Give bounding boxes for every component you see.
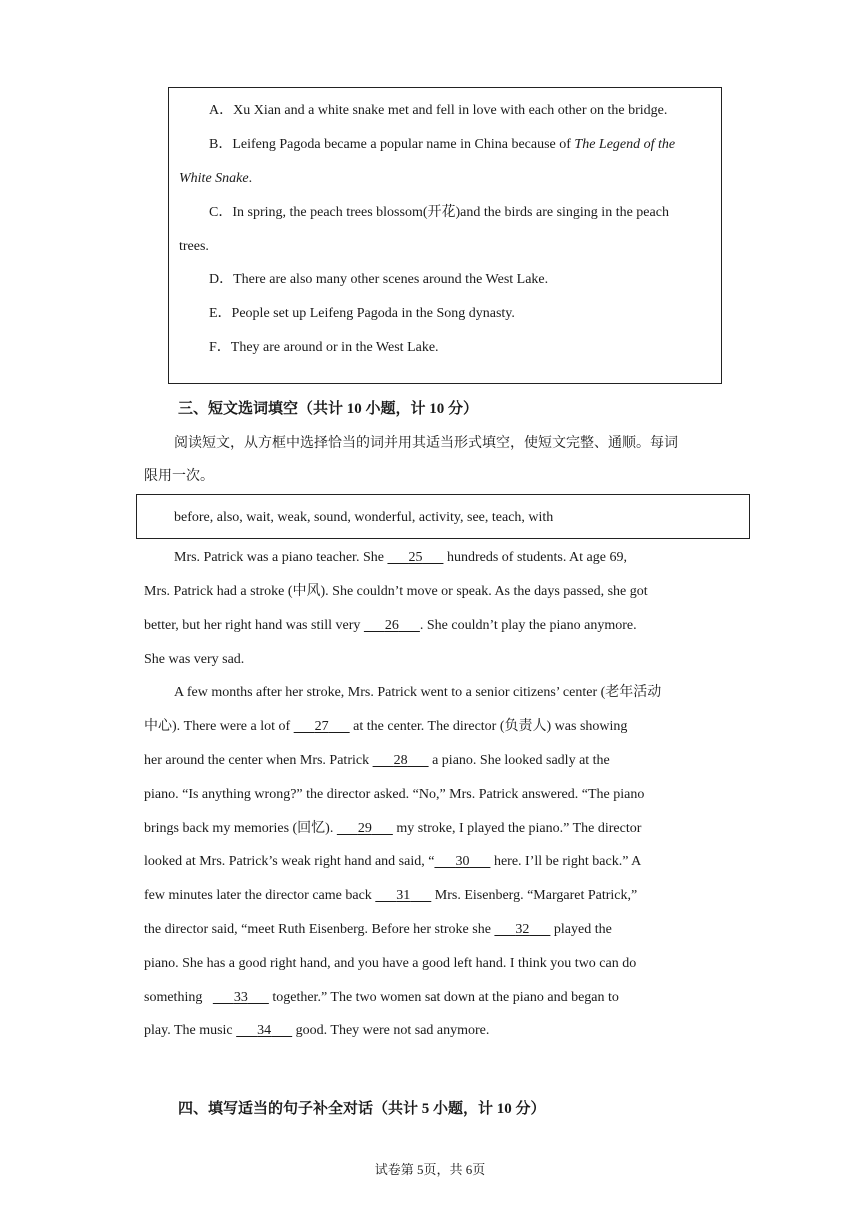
passage-line: piano. She has a good right hand, and you have a good left hand. I think you two can do — [144, 956, 637, 971]
passage-line: piano. “Is anything wrong?” the director asked. “No,” Mrs. Patrick answered. “The piano — [144, 787, 645, 802]
section4-heading: 四、填写适当的句子补全对话（共计 5 小题，计 10 分） — [178, 1101, 546, 1117]
blank-34[interactable]: 34 — [257, 1023, 272, 1038]
passage-text: a piano. She looked sadly at the — [428, 753, 610, 768]
option-b — [209, 135, 675, 155]
option-c-cont: trees. — [179, 239, 209, 254]
option-b-title-cont: White Snake — [179, 171, 249, 186]
passage-text: better, but her right hand was still very — [144, 618, 364, 633]
blank-28[interactable]: 28 — [393, 753, 408, 768]
option-b-cont — [179, 169, 252, 189]
passage-text: played the — [550, 922, 612, 937]
passage-line: She was very sad. — [144, 652, 245, 667]
passage-text: Mrs. Eisenberg. “Margaret Patrick,” — [431, 888, 638, 903]
passage-text: good. They were not sad anymore. — [292, 1023, 490, 1038]
passage-line — [144, 1021, 489, 1041]
passage-text: her around the center when Mrs. Patrick — [144, 753, 373, 768]
passage-text: 中心). There were a lot of — [144, 719, 294, 734]
passage-text: something — [144, 990, 213, 1005]
passage-line — [144, 852, 641, 872]
blank-27[interactable]: 27 — [314, 719, 329, 734]
section3-instruction: 阅读短文，从方框中选择恰当的词并用其适当形式填空，使短文完整、通顺。每词 — [174, 436, 678, 451]
passage-line — [174, 548, 627, 568]
blank-30[interactable]: 30 — [455, 854, 470, 869]
blank-29[interactable]: 29 — [357, 821, 372, 836]
blank-31[interactable]: 31 — [396, 888, 411, 903]
passage-text: together.” The two women sat down at the piano and began to — [268, 990, 619, 1005]
option-b-title: The Legend of the — [574, 137, 676, 152]
passage-text: Mrs. Patrick was a piano teacher. She — [174, 550, 388, 565]
passage-line — [144, 751, 610, 771]
option-d: D．There are also many other scenes around the West Lake. — [209, 272, 549, 287]
passage-text: here. I’ll be right back.” A — [490, 854, 642, 869]
passage-line — [144, 988, 619, 1008]
page-footer: 试卷第 5页，共 6页 — [374, 1162, 486, 1177]
passage-text: the director said, “meet Ruth Eisenberg. Before her stroke she — [144, 922, 495, 937]
blank-33[interactable]: 33 — [233, 990, 248, 1005]
passage-text: play. The music — [144, 1023, 237, 1038]
passage-line — [144, 886, 637, 906]
passage-text: at the center. The director (负责人) was showing — [349, 719, 628, 734]
passage-text: looked at Mrs. Patrick’s weak right hand and said, “ — [144, 854, 435, 869]
option-c: C．In spring, the peach trees blossom(开花)and the birds are singing in the peach — [209, 205, 669, 220]
option-b-text: B．Leifeng Pagoda became a popular name in China because of — [209, 137, 575, 152]
passage-line — [144, 616, 637, 636]
blank-25[interactable]: 25 — [408, 550, 423, 565]
passage-text: few minutes later the director came back — [144, 888, 376, 903]
passage-line — [144, 717, 627, 737]
passage-line: A few months after her stroke, Mrs. Patrick went to a senior citizens’ center (老年活动 — [174, 685, 662, 700]
option-e: E．People set up Leifeng Pagoda in the Song dynasty. — [209, 306, 515, 321]
passage-line — [144, 920, 612, 940]
section3-heading: 三、短文选词填空（共计 10 小题，计 10 分） — [178, 401, 479, 417]
blank-26[interactable]: 26 — [384, 618, 399, 633]
section3-instruction-cont: 限用一次。 — [144, 469, 214, 484]
passage-text: brings back my memories (回忆). — [144, 821, 337, 836]
passage-text: my stroke, I played the piano.” The director — [392, 821, 642, 836]
passage-text: hundreds of students. At age 69, — [443, 550, 627, 565]
passage-text: . She couldn’t play the piano anymore. — [419, 618, 637, 633]
blank-32[interactable]: 32 — [515, 922, 530, 937]
option-a: A．Xu Xian and a white snake met and fell in love with each other on the bridge. — [209, 103, 668, 118]
option-f: F．They are around or in the West Lake. — [209, 340, 439, 355]
option-b-end: . — [248, 171, 253, 186]
passage-line: Mrs. Patrick had a stroke (中风). She couldn’t move or speak. As the days passed, she got — [144, 584, 648, 599]
passage-line — [144, 819, 641, 839]
word-bank: before, also, wait, weak, sound, wonderful, activity, see, teach, with — [174, 510, 554, 525]
